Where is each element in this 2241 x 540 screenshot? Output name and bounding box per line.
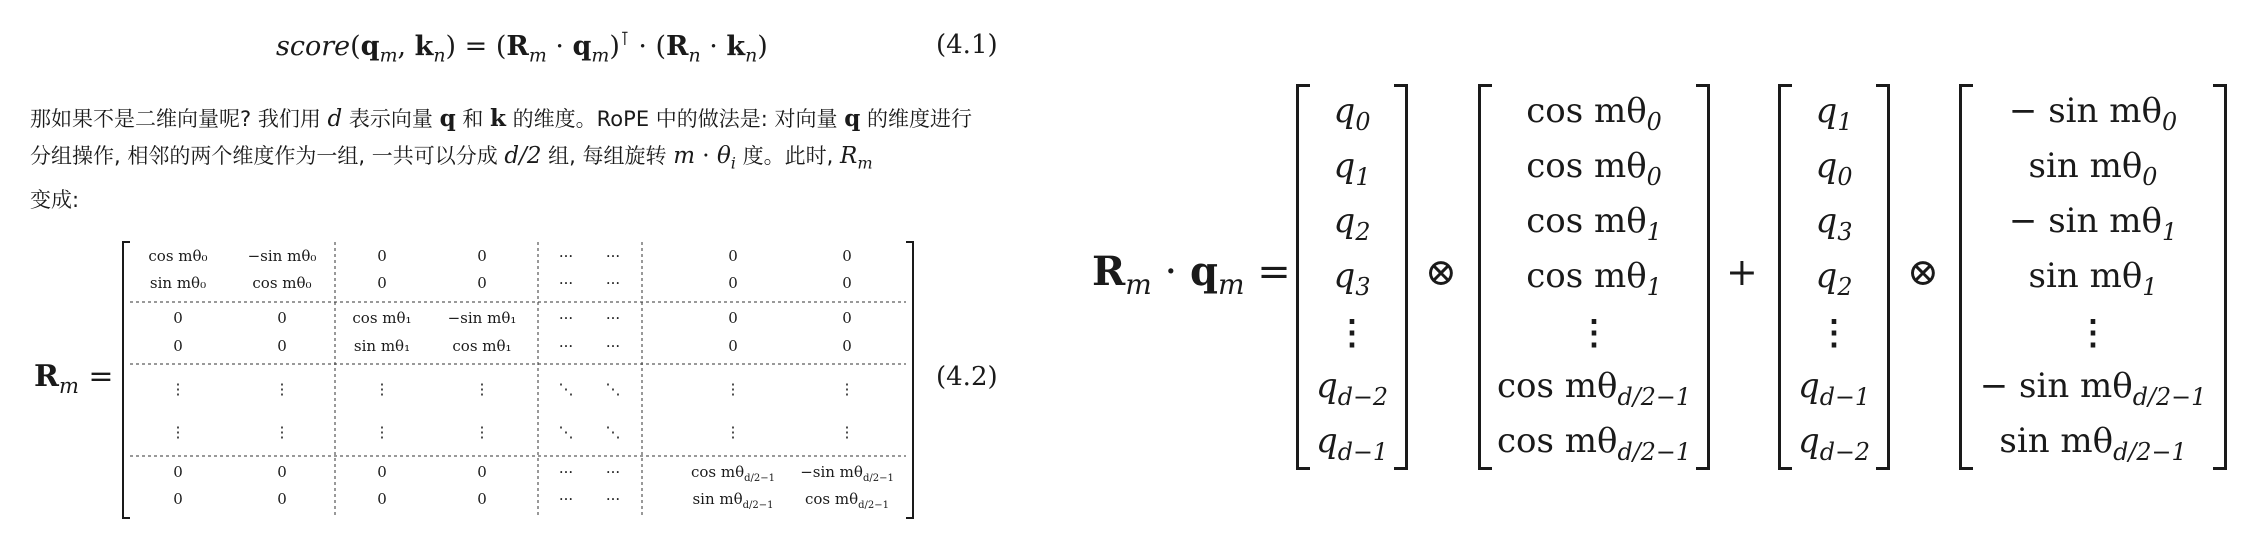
vector-cells bbox=[1778, 84, 1890, 470]
otimes-operator-2: ⊗ bbox=[1907, 250, 1939, 294]
matrix-cell: ⋱ bbox=[605, 423, 621, 441]
matrix-cell: ··· bbox=[605, 337, 621, 355]
vector-q: q bbox=[360, 31, 380, 62]
matrix-cell: 0 bbox=[477, 247, 487, 265]
entry-symbol: cos mθ bbox=[1526, 91, 1647, 131]
math-m-theta-i bbox=[673, 143, 736, 173]
otimes-operator-1: ⊗ bbox=[1425, 250, 1457, 294]
entry-subscript: 2 bbox=[1355, 217, 1371, 246]
entry-symbol: q bbox=[1797, 421, 1820, 461]
vector-entry bbox=[1478, 414, 1710, 469]
entry-symbol: cos mθ bbox=[1526, 146, 1647, 186]
matrix-cell: −sin mθ₀ bbox=[247, 247, 317, 265]
entry-symbol: q bbox=[1333, 201, 1356, 241]
subscript-i: i bbox=[730, 153, 736, 173]
matrix-cell: 0 bbox=[277, 463, 287, 481]
matrix-cell: ··· bbox=[558, 309, 574, 327]
vector-entry bbox=[1778, 414, 1890, 469]
matrix-cell: $\sin m\theta_{d/2-1}$ bbox=[692, 490, 774, 511]
vector-entry bbox=[1959, 249, 2227, 304]
vector-entry bbox=[1778, 139, 1890, 194]
matrix-cell: cos mθ₁ bbox=[452, 337, 512, 355]
matrix-cell: 0 bbox=[477, 274, 487, 292]
subscript-n: n bbox=[745, 44, 758, 67]
vector-entry bbox=[1296, 249, 1408, 304]
entry-symbol: q bbox=[1815, 91, 1838, 131]
matrix-cell: sin mθ₀ bbox=[149, 274, 207, 292]
score-function: score bbox=[276, 31, 351, 62]
matrix-cell: ⋱ bbox=[605, 380, 621, 398]
text-run: 的维度进行分组操作, 相邻的两个维度作为一组, 一共可以分成 bbox=[30, 107, 972, 168]
subscript-m: m bbox=[1125, 268, 1152, 301]
equation-number-4-2: (4.2) bbox=[936, 362, 998, 392]
subscript-m: m bbox=[379, 44, 398, 67]
entry-symbol: − sin mθ bbox=[2008, 91, 2162, 131]
entry-symbol: − sin mθ bbox=[1979, 366, 2133, 406]
matrix-cell: $\cos m\theta_{d/2-1}$ bbox=[690, 463, 776, 484]
paragraph-text bbox=[30, 100, 990, 219]
vector-entry bbox=[1959, 84, 2227, 139]
entry-symbol: sin mθ bbox=[2028, 146, 2143, 186]
vector-entry bbox=[1478, 304, 1710, 359]
entry-subscript: 0 bbox=[1837, 162, 1853, 191]
matrix-cell: 0 bbox=[842, 247, 852, 265]
subscript-m: m bbox=[857, 153, 873, 173]
math-theta: θ bbox=[716, 143, 731, 169]
entry-subscript: d−2 bbox=[1819, 437, 1871, 466]
matrix-cell: 0 bbox=[728, 309, 738, 327]
matrix-cell: cos mθ₁ bbox=[352, 309, 412, 327]
rotation-matrix-svg bbox=[120, 240, 916, 520]
entry-symbol: cos mθ bbox=[1497, 366, 1618, 406]
vector-q-swapped-column bbox=[1778, 84, 1890, 470]
rotation-matrix bbox=[120, 240, 916, 520]
subscript-m: m bbox=[528, 44, 547, 67]
vector-entry bbox=[1296, 414, 1408, 469]
vertical-ellipsis: ⋮ bbox=[1577, 313, 1611, 353]
rm-qm-lhs bbox=[1092, 248, 1291, 301]
entry-symbol: cos mθ bbox=[1497, 421, 1618, 461]
matrix-cell: ⋮ bbox=[170, 423, 186, 441]
math-d-half: d/2 bbox=[504, 143, 542, 169]
math-d: d bbox=[327, 106, 343, 132]
equation-4-1: $score(q_m$, $k_n) = (R_m \cdot q_m)^⊺ \cdot (R_n \cdot k_n)$ bbox=[276, 28, 768, 67]
matrix-cell: ⋮ bbox=[474, 380, 490, 398]
vector-entry bbox=[1959, 414, 2227, 469]
math-r: R bbox=[839, 143, 858, 169]
text-run: 表示向量 bbox=[342, 107, 440, 131]
entry-subscript: 3 bbox=[1837, 217, 1853, 246]
plus-operator: + bbox=[1726, 250, 1758, 294]
entry-symbol: sin mθ bbox=[1999, 421, 2114, 461]
matrix-cell: 0 bbox=[277, 490, 287, 508]
entry-symbol: − sin mθ bbox=[2008, 201, 2162, 241]
matrix-cell: −sin $m\theta_{d/2-1}$ bbox=[800, 463, 894, 484]
matrix-cell: 0 bbox=[377, 274, 387, 292]
vector-sin-column bbox=[1959, 84, 2227, 470]
matrix-cell: 0 bbox=[477, 490, 487, 508]
matrix-cell: ⋮ bbox=[374, 423, 390, 441]
matrix-cell: ··· bbox=[558, 337, 574, 355]
entry-subscript: 1 bbox=[2142, 272, 2158, 301]
entry-symbol: cos mθ bbox=[1526, 256, 1647, 296]
entry-subscript: 1 bbox=[2161, 217, 2178, 246]
matrix-cell: ⋮ bbox=[839, 423, 855, 441]
matrix-cell: ⋮ bbox=[839, 380, 855, 398]
entry-symbol: q bbox=[1333, 91, 1356, 131]
matrix-cell: $\cos m\theta_{d/2-1}$ bbox=[804, 490, 890, 511]
matrix-cell: 0 bbox=[377, 490, 387, 508]
matrix-cell: 0 bbox=[173, 337, 183, 355]
matrix-cell: 0 bbox=[377, 247, 387, 265]
vertical-ellipsis: ⋮ bbox=[2076, 313, 2110, 353]
matrix-cell: ⋮ bbox=[274, 423, 290, 441]
text-run: 那如果不是二维向量呢? 我们用 bbox=[30, 107, 328, 131]
vector-entry bbox=[1778, 194, 1890, 249]
matrix-cell: ⋮ bbox=[170, 380, 186, 398]
matrix-cell: ··· bbox=[558, 490, 574, 508]
entry-subscript: d/2−1 bbox=[1617, 382, 1691, 411]
matrix-cell: 0 bbox=[842, 309, 852, 327]
matrix-cell: ··· bbox=[605, 463, 621, 481]
matrix-cell: 0 bbox=[842, 274, 852, 292]
matrix-cell: ⋮ bbox=[474, 423, 490, 441]
entry-subscript: 0 bbox=[1646, 107, 1662, 136]
vector-q-column bbox=[1296, 84, 1408, 470]
matrix-cell: 0 bbox=[477, 463, 487, 481]
matrix-r: R bbox=[1092, 248, 1126, 295]
vector-cos-column bbox=[1478, 84, 1710, 470]
matrix-cell: 0 bbox=[842, 337, 852, 355]
math-q: q bbox=[439, 105, 456, 132]
vector-entry bbox=[1478, 359, 1710, 414]
vector-cells bbox=[1296, 84, 1408, 470]
transpose-symbol: ⊺ bbox=[619, 28, 630, 50]
vector-entry bbox=[1959, 194, 2227, 249]
matrix-cell: 0 bbox=[728, 274, 738, 292]
text-run: 变成: bbox=[30, 187, 80, 212]
entry-symbol: sin mθ bbox=[2028, 256, 2143, 296]
vector-entry bbox=[1959, 304, 2227, 359]
vector-q: q bbox=[1189, 248, 1218, 295]
matrix-cell: ··· bbox=[558, 274, 574, 292]
subscript-m: m bbox=[591, 44, 610, 67]
subscript-m: m bbox=[1217, 268, 1245, 301]
matrix-cell: 0 bbox=[173, 309, 183, 327]
subscript-m: m bbox=[58, 374, 79, 398]
vector-entry bbox=[1296, 194, 1408, 249]
matrix-cell: ··· bbox=[558, 247, 574, 265]
entry-symbol: q bbox=[1333, 256, 1356, 296]
matrix-cell: ··· bbox=[605, 309, 621, 327]
text-run: 度。此时, bbox=[735, 144, 840, 168]
matrix-cell: cos mθ₀ bbox=[148, 247, 208, 265]
math-dot: · bbox=[695, 143, 717, 169]
entry-subscript: 1 bbox=[1837, 107, 1853, 136]
entry-subscript: d/2−1 bbox=[2132, 382, 2207, 411]
entry-symbol: q bbox=[1815, 146, 1838, 186]
vector-k: k bbox=[414, 31, 434, 62]
vector-entry bbox=[1778, 84, 1890, 139]
matrix-cell: ··· bbox=[558, 463, 574, 481]
matrix-cells bbox=[148, 247, 893, 511]
math-q: q bbox=[844, 105, 861, 132]
vector-entry bbox=[1478, 84, 1710, 139]
matrix-cell: 0 bbox=[728, 337, 738, 355]
matrix-r: R bbox=[34, 359, 59, 394]
matrix-cell: ··· bbox=[605, 274, 621, 292]
entry-subscript: 1 bbox=[1355, 162, 1371, 191]
matrix-cell: ⋮ bbox=[374, 380, 390, 398]
entry-subscript: 0 bbox=[2142, 162, 2158, 191]
vector-k: k bbox=[726, 31, 746, 62]
entry-symbol: cos mθ bbox=[1526, 201, 1647, 241]
entry-symbol: q bbox=[1797, 366, 1820, 406]
vector-q: q bbox=[572, 31, 592, 62]
matrix-cell: ⋮ bbox=[725, 423, 741, 441]
entry-subscript: d/2−1 bbox=[2113, 437, 2187, 466]
matrix-cell: ⋱ bbox=[558, 380, 574, 398]
entry-symbol: q bbox=[1815, 201, 1838, 241]
matrix-cell: ··· bbox=[605, 490, 621, 508]
vector-entry bbox=[1778, 249, 1890, 304]
matrix-cell: 0 bbox=[728, 247, 738, 265]
entry-symbol: q bbox=[1315, 421, 1338, 461]
vector-entry bbox=[1478, 249, 1710, 304]
matrix-cell: ⋮ bbox=[274, 380, 290, 398]
matrix-right-bracket bbox=[906, 242, 913, 518]
equals-sign: = bbox=[1257, 249, 1291, 295]
entry-subscript: 1 bbox=[1646, 217, 1662, 246]
matrix-cell: 0 bbox=[377, 463, 387, 481]
subscript-n: n bbox=[688, 44, 701, 67]
matrix-cell: 0 bbox=[173, 490, 183, 508]
entry-subscript: 3 bbox=[1355, 272, 1371, 301]
vector-entry bbox=[1478, 139, 1710, 194]
entry-subscript: 1 bbox=[1646, 272, 1662, 301]
math-rm bbox=[839, 143, 873, 173]
vector-entry bbox=[1478, 194, 1710, 249]
matrix-r: R bbox=[506, 31, 529, 62]
subscript-n: n bbox=[433, 44, 446, 67]
entry-subscript: d/2−1 bbox=[1617, 437, 1691, 466]
text-run: 和 bbox=[455, 107, 491, 131]
entry-subscript: d−1 bbox=[1819, 382, 1871, 411]
entry-subscript: d−2 bbox=[1337, 382, 1389, 411]
matrix-cell: ⋱ bbox=[558, 423, 574, 441]
vector-entry bbox=[1959, 359, 2227, 414]
vector-cells bbox=[1478, 84, 1710, 470]
vector-entry bbox=[1296, 84, 1408, 139]
vector-entry bbox=[1296, 139, 1408, 194]
rm-label bbox=[34, 359, 114, 398]
vector-entry bbox=[1296, 359, 1408, 414]
matrix-cell: cos mθ₀ bbox=[252, 274, 312, 292]
matrix-cell: ··· bbox=[605, 247, 621, 265]
vertical-ellipsis: ⋮ bbox=[1335, 313, 1369, 353]
matrix-cell: sin mθ₁ bbox=[353, 337, 411, 355]
text-run: 组, 每组旋转 bbox=[541, 144, 674, 168]
matrix-cell: 0 bbox=[173, 463, 183, 481]
entry-symbol: q bbox=[1815, 256, 1838, 296]
vertical-ellipsis: ⋮ bbox=[1817, 313, 1851, 353]
entry-symbol: q bbox=[1333, 146, 1356, 186]
matrix-cell: ⋮ bbox=[725, 380, 741, 398]
math-k: k bbox=[490, 105, 506, 132]
vector-entry bbox=[1778, 304, 1890, 359]
vector-entry bbox=[1778, 359, 1890, 414]
equals-sign: = bbox=[88, 359, 114, 394]
text-run: 的维度。RoPE 中的做法是: 对向量 bbox=[505, 107, 845, 131]
equation-number-4-1: (4.1) bbox=[936, 30, 998, 60]
matrix-cell: 0 bbox=[277, 337, 287, 355]
matrix-cell: 0 bbox=[277, 309, 287, 327]
entry-subscript: d−1 bbox=[1337, 437, 1389, 466]
dot-operator: · bbox=[1164, 249, 1178, 295]
vector-entry bbox=[1959, 139, 2227, 194]
math-m: m bbox=[673, 143, 695, 169]
entry-subscript: 0 bbox=[1646, 162, 1662, 191]
matrix-left-bracket bbox=[123, 242, 130, 518]
matrix-r: R bbox=[666, 31, 689, 62]
entry-symbol: q bbox=[1315, 366, 1338, 406]
entry-subscript: 0 bbox=[2161, 107, 2178, 136]
entry-subscript: 0 bbox=[1355, 107, 1371, 136]
entry-subscript: 2 bbox=[1837, 272, 1853, 301]
vector-cells bbox=[1959, 84, 2227, 470]
matrix-cell: −sin mθ₁ bbox=[447, 309, 517, 327]
vector-entry bbox=[1296, 304, 1408, 359]
